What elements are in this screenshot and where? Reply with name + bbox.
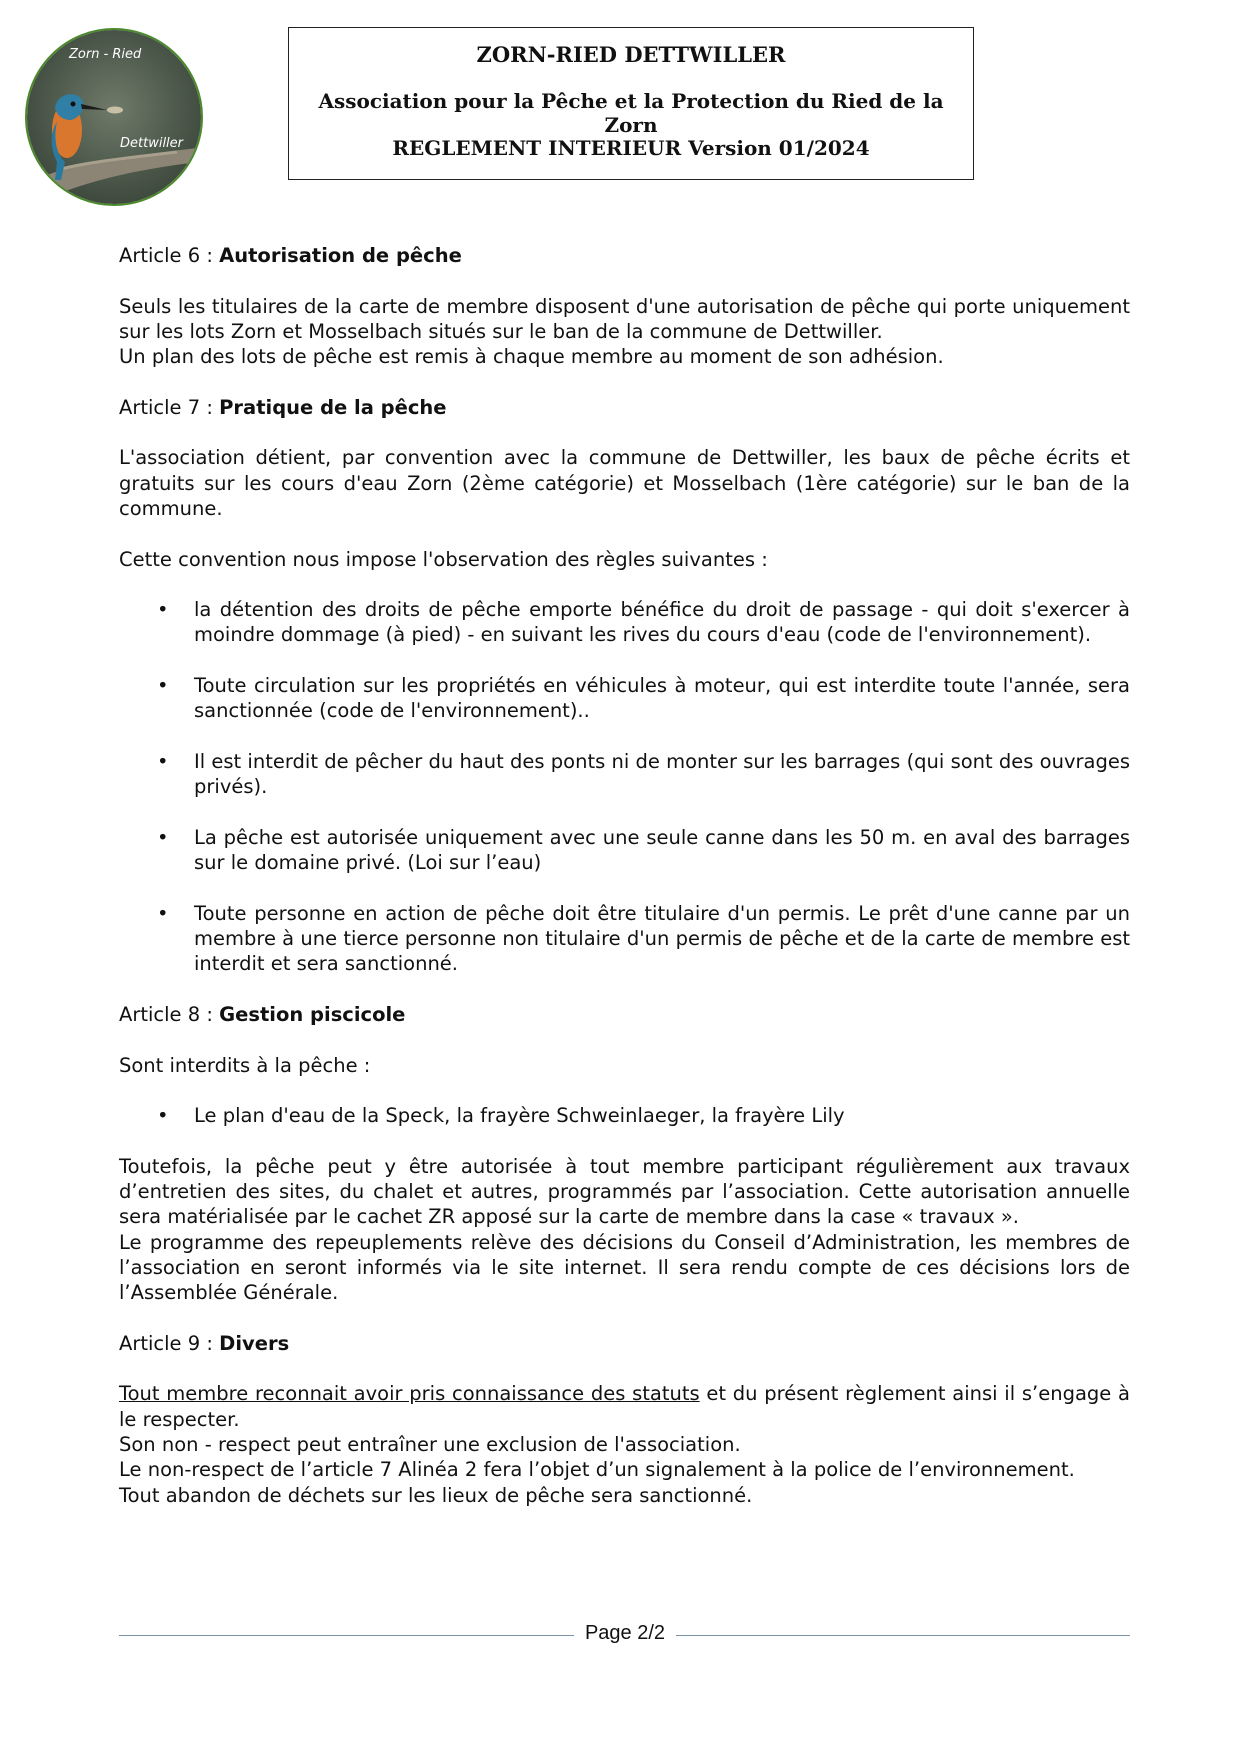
article-8-heading [119,1002,1130,1027]
article-7-rules-list [119,597,1130,976]
bullet-icon: • [157,598,169,622]
article-7-heading [119,395,1130,420]
document-title: REGLEMENT INTERIEUR Version 01/2024 [392,136,870,160]
article-9-paragraph-4: Tout abandon de déchets sur les lieux de pêche sera sanctionné. [119,1483,753,1507]
list-item: • la détention des droits de pêche emporte bénéfice du droit de passage - qui doit s'exercer à moindre dommage (à pied) - en suivant les rives du cours d'eau (code de l'environnement). [157,598,1130,647]
document-body [119,243,1130,1508]
article-7-prefix: Article 7 : [119,395,220,419]
article-6-heading [119,243,1130,268]
article-7-paragraph-2: Cette convention nous impose l'observation des règles suivantes : [119,547,768,571]
article-8-title: Gestion piscicole [219,1002,406,1026]
document-title-box [288,27,974,180]
article-6-prefix: Article 6 : [119,244,220,267]
list-item: • Toute personne en action de pêche doit être titulaire d'un permis. Le prêt d'une canne par un membre à une tierce personne non titulaire d'un permis de pêche et de la carte de membre est interdit et sera sanctionné. [157,901,1130,976]
list-item: • Toute circulation sur les propriétés en véhicules à moteur, qui est interdite toute l'année, sera sanctionnée (code de l'environnement).. [157,674,1130,723]
list-item: • Il est interdit de pêcher du haut des ponts ni de monter sur les barrages (qui sont des ouvrages privés). [157,749,1130,799]
article-9-paragraph-2: Son non - respect peut entraîner une exclusion de l'association. [119,1432,741,1456]
kingfisher-logo-image [27,30,201,204]
association-subtitle: Association pour la Pêche et la Protection du Ried de la Zorn [318,89,944,137]
association-name: ZORN-RIED DETTWILLER [476,42,786,67]
bullet-icon: • [157,749,169,773]
bullet-icon: • [157,674,169,698]
article-8-forbidden-list [119,1103,1130,1128]
article-8-prefix: Article 8 : [119,1002,220,1026]
article-8-paragraph-1: Sont interdits à la pêche : [119,1053,371,1077]
article-9-prefix: Article 9 : [119,1331,220,1355]
article-9-paragraph-1: Tout membre reconnait avoir pris connaissance des statuts et du présent règlement ainsi il s’engage à le respecter. [119,1382,1130,1431]
article-9-heading [119,1331,1130,1356]
article-6-title: Autorisation de pêche [219,244,462,267]
page-footer [119,1620,1130,1650]
article-8-paragraph-2: Toutefois, la pêche peut y être autorisée à tout membre participant régulièrement aux travaux d’entretien des sites, du chalet et autres, programmés par l’association. Cette autorisation annuelle sera matérialisée par le cachet ZR apposé sur la carte de membre dans la case « travaux ». [119,1154,1130,1229]
footer-divider-left [119,1635,574,1636]
article-9-paragraph-3: Le non-respect de l’article 7 Alinéa 2 fera l’objet d’un signalement à la police de l’environnement. [119,1458,1075,1482]
list-item: • La pêche est autorisée uniquement avec une seule canne dans les 50 m. en aval des barrages sur le domaine privé. (Loi sur l’eau) [157,825,1130,875]
bullet-icon: • [157,901,169,925]
logo-text-top: Zorn - Ried [69,47,142,62]
bullet-icon: • [157,825,169,849]
association-logo [25,28,203,206]
statutes-acknowledgement: Tout membre reconnait avoir pris connaissance des statuts [119,1382,700,1406]
list-item: • Le plan d'eau de la Speck, la frayère Schweinlaeger, la frayère Lily [157,1104,845,1128]
page-number: Page 2/2 [584,1622,666,1644]
article-8-paragraph-3: Le programme des repeuplements relève des décisions du Conseil d’Administration, les membres de l’association en seront informés via le site internet. Il sera rendu compte de ces décisions lors de l’Assemblée Générale. [119,1230,1130,1305]
article-7-paragraph-1: L'association détient, par convention avec la commune de Dettwiller, les baux de pêche écrits et gratuits sur les cours d'eau Zorn (2ème catégorie) et Mosselbach (1ère catégorie) sur le ban de la commune. [119,446,1130,520]
footer-divider-right [676,1635,1130,1636]
logo-text-bottom: Dettwiller [120,136,184,151]
article-9-title: Divers [219,1331,290,1355]
article-6-paragraph-2: Un plan des lots de pêche est remis à chaque membre au moment de son adhésion. [119,345,944,369]
article-6-paragraph-1: Seuls les titulaires de la carte de membre disposent d'une autorisation de pêche qui porte uniquement sur les lots Zorn et Mosselbach situés sur le ban de la commune de Dettwiller. [119,294,1130,343]
article-7-title: Pratique de la pêche [219,395,447,419]
bullet-icon: • [157,1104,169,1128]
